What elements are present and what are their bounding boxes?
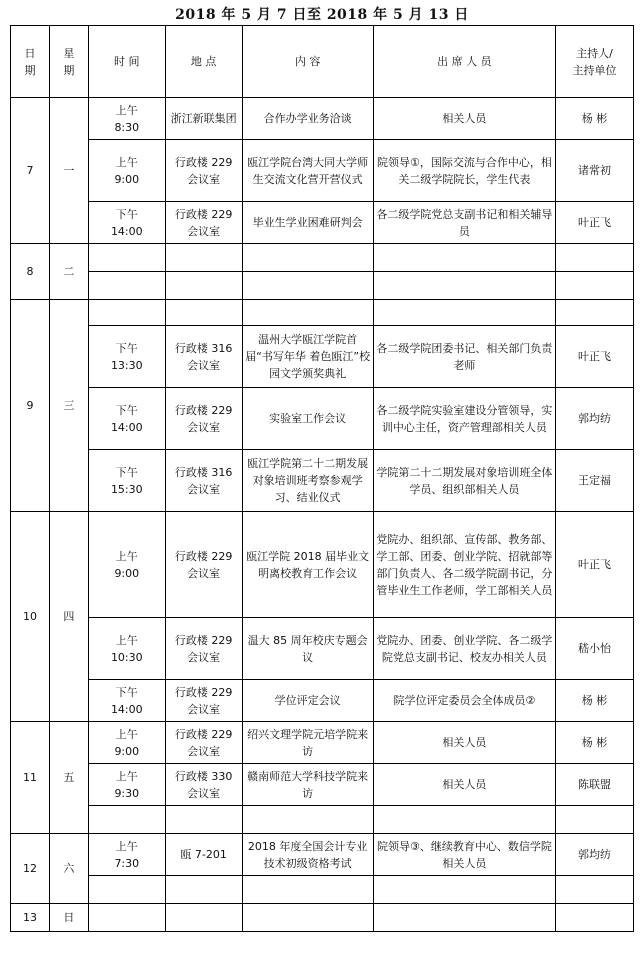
event-time: 上午 7:30 — [88, 834, 165, 876]
event-attendees: 各二级学院团委书记、相关部门负责老师 — [373, 326, 555, 388]
day-weekday: 四 — [49, 512, 88, 722]
event-attendees: 院领导①，国际交流与合作中心，相关二级学院院长，学生代表 — [373, 140, 555, 202]
schedule-title: 2018 年 5 月 7 日至 2018 年 5 月 13 日 — [175, 7, 469, 23]
table-row — [11, 834, 634, 876]
event-location: 行政楼 229 会议室 — [165, 618, 242, 680]
event-time: 下午 15:30 — [88, 450, 165, 512]
table-row — [11, 876, 634, 904]
event-content: 毕业生学业困难研判会 — [242, 202, 373, 244]
header-host: 主持人/ 主持单位 — [556, 26, 634, 98]
day-date: 13 — [11, 904, 50, 932]
event-location: 行政楼 229 会议室 — [165, 388, 242, 450]
table-row — [11, 388, 634, 450]
event-host: 王定福 — [556, 450, 634, 512]
event-attendees: 相关人员 — [373, 722, 555, 764]
event-host: 郭均纺 — [556, 834, 634, 876]
event-host: 郭均纺 — [556, 388, 634, 450]
event-host: 杨 彬 — [556, 98, 634, 140]
header-date: 日 期 — [11, 26, 50, 98]
event-host: 叶正飞 — [556, 512, 634, 618]
header-time: 时 间 — [88, 26, 165, 98]
event-location: 行政楼 229 会议室 — [165, 680, 242, 722]
schedule-table — [10, 25, 634, 932]
event-time: 上午 9:00 — [88, 722, 165, 764]
day-date: 8 — [11, 244, 50, 300]
table-row — [11, 202, 634, 244]
event-host: 杨 彬 — [556, 680, 634, 722]
table-row — [11, 140, 634, 202]
header-row — [11, 26, 634, 98]
header-attendees: 出 席 人 员 — [373, 26, 555, 98]
event-location: 行政楼 229 会议室 — [165, 512, 242, 618]
event-attendees: 各二级学院实验室建设分管领导，实训中心主任，资产管理部相关人员 — [373, 388, 555, 450]
day-date: 7 — [11, 98, 50, 244]
event-attendees: 相关人员 — [373, 98, 555, 140]
table-row — [11, 722, 634, 764]
event-time: 上午 10:30 — [88, 618, 165, 680]
table-row — [11, 806, 634, 834]
table-row — [11, 618, 634, 680]
day-date: 9 — [11, 300, 50, 512]
event-time: 上午 9:00 — [88, 140, 165, 202]
header-location: 地 点 — [165, 26, 242, 98]
event-attendees: 党院办、组织部、宣传部、教务部、学工部、团委、创业学院、招就部等部门负责人、各二级学院副书记，分管毕业生工作老师，学工部相关人员 — [373, 512, 555, 618]
day-weekday: 二 — [49, 244, 88, 300]
event-time: 上午 9:30 — [88, 764, 165, 806]
table-row — [11, 98, 634, 140]
event-time: 下午 14:00 — [88, 388, 165, 450]
table-row — [11, 512, 634, 618]
event-content: 2018 年度全国会计专业技术初级资格考试 — [242, 834, 373, 876]
event-location: 浙江新联集团 — [165, 98, 242, 140]
event-location: 瓯 7-201 — [165, 834, 242, 876]
event-location: 行政楼 330 会议室 — [165, 764, 242, 806]
event-content: 学位评定会议 — [242, 680, 373, 722]
event-host: 陈联盟 — [556, 764, 634, 806]
table-row — [11, 450, 634, 512]
event-content: 瓯江学院台湾大同大学师生交流文化营开营仪式 — [242, 140, 373, 202]
event-attendees: 相关人员 — [373, 764, 555, 806]
event-host: 叶正飞 — [556, 326, 634, 388]
day-weekday: 三 — [49, 300, 88, 512]
table-row — [11, 904, 634, 932]
event-host: 诸常初 — [556, 140, 634, 202]
day-weekday: 日 — [49, 904, 88, 932]
table-row — [11, 764, 634, 806]
event-location: 行政楼 316 会议室 — [165, 326, 242, 388]
day-weekday: 一 — [49, 98, 88, 244]
day-weekday: 五 — [49, 722, 88, 834]
day-date: 10 — [11, 512, 50, 722]
table-row — [11, 326, 634, 388]
table-row — [11, 272, 634, 300]
day-date: 12 — [11, 834, 50, 904]
event-attendees: 院学位评定委员会全体成员② — [373, 680, 555, 722]
event-attendees: 各二级学院党总支副书记和相关辅导员 — [373, 202, 555, 244]
event-content: 温大 85 周年校庆专题会议 — [242, 618, 373, 680]
table-row — [11, 244, 634, 272]
event-host: 嵇小怡 — [556, 618, 634, 680]
event-content: 瓯江学院第二十二期发展对象培训班考察参观学习、结业仪式 — [242, 450, 373, 512]
event-host: 杨 彬 — [556, 722, 634, 764]
event-time: 下午 14:00 — [88, 680, 165, 722]
event-content: 温州大学瓯江学院首届“书写年华 着色瓯江”校园文学颁奖典礼 — [242, 326, 373, 388]
event-content: 赣南师范大学科技学院来访 — [242, 764, 373, 806]
header-weekday: 星 期 — [49, 26, 88, 98]
header-content: 内 容 — [242, 26, 373, 98]
event-time: 上午 9:00 — [88, 512, 165, 618]
event-attendees: 学院第二十二期发展对象培训班全体学员、组织部相关人员 — [373, 450, 555, 512]
event-time: 下午 13:30 — [88, 326, 165, 388]
event-location: 行政楼 229 会议室 — [165, 722, 242, 764]
day-date: 11 — [11, 722, 50, 834]
event-content: 瓯江学院 2018 届毕业文明离校教育工作会议 — [242, 512, 373, 618]
event-attendees: 院领导③、继续教育中心、数信学院相关人员 — [373, 834, 555, 876]
event-attendees: 党院办、团委、创业学院、各二级学院党总支副书记、校友办相关人员 — [373, 618, 555, 680]
event-location: 行政楼 316 会议室 — [165, 450, 242, 512]
event-content: 实验室工作会议 — [242, 388, 373, 450]
event-time: 下午 14:00 — [88, 202, 165, 244]
table-row — [11, 300, 634, 326]
day-weekday: 六 — [49, 834, 88, 904]
event-content: 合作办学业务洽谈 — [242, 98, 373, 140]
event-content: 绍兴文理学院元培学院来访 — [242, 722, 373, 764]
event-location: 行政楼 229 会议室 — [165, 202, 242, 244]
table-row — [11, 680, 634, 722]
event-host: 叶正飞 — [556, 202, 634, 244]
event-location: 行政楼 229 会议室 — [165, 140, 242, 202]
event-time: 上午 8:30 — [88, 98, 165, 140]
